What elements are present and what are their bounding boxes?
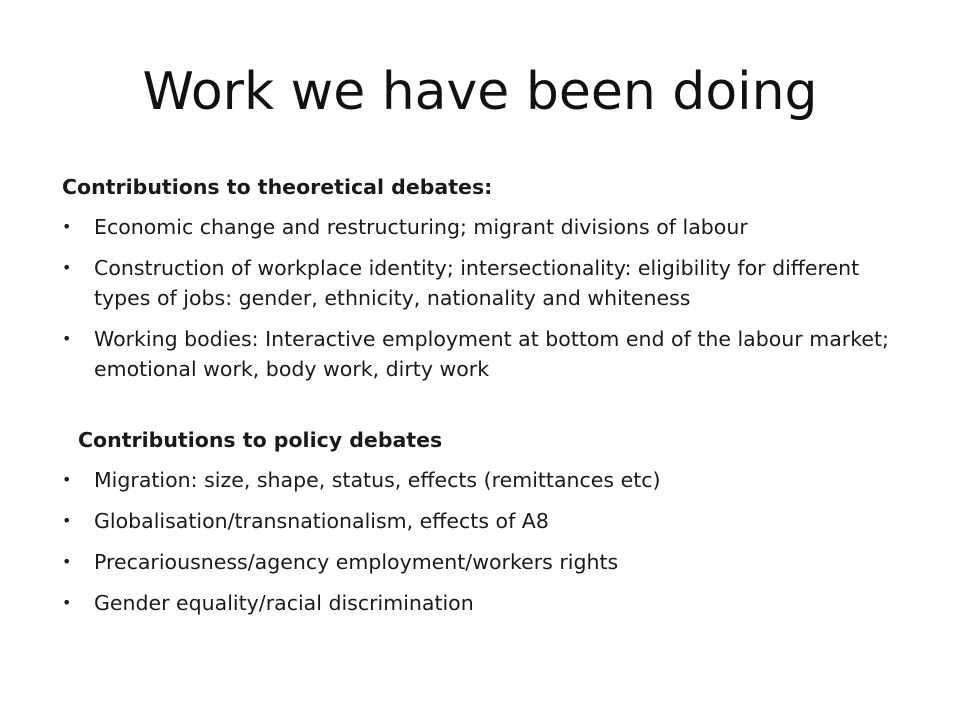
list-item [62,506,902,536]
bullet-text: Economic change and restructuring; migrant divisions of labour [94,215,748,239]
bullet-list-theoretical [62,212,902,384]
list-item [62,465,902,495]
bullet-text: Construction of workplace identity; intersectionality: eligibility for different types of jobs: gender, ethnicity, nationality and whiteness [94,256,860,310]
list-item [62,253,902,313]
list-item [62,212,902,242]
bullet-text: Gender equality/racial discrimination [94,591,474,615]
bullet-icon: • [62,511,72,530]
bullet-text: Precariousness/agency employment/workers rights [94,550,619,574]
list-item [62,588,902,618]
bullet-text: Globalisation/transnationalism, effects of A8 [94,509,549,533]
section-heading-policy: Contributions to policy debates [78,428,443,452]
slide-body [62,172,902,629]
bullet-icon: • [62,329,72,348]
section-heading-theoretical: Contributions to theoretical debates: [62,175,493,199]
bullet-icon: • [62,593,72,612]
slide-title: Work we have been doing [142,62,818,122]
bullet-icon: • [62,470,72,489]
bullet-icon: • [62,258,72,277]
bullet-icon: • [62,217,72,236]
list-item [62,324,902,384]
bullet-icon: • [62,552,72,571]
bullet-text: Working bodies: Interactive employment at bottom end of the labour market; emotional work, body work, dirty work [94,327,889,381]
bullet-text: Migration: size, shape, status, effects (remittances etc) [94,468,661,492]
bullet-list-policy [62,465,902,618]
list-item [62,547,902,577]
section-spacer [62,395,902,425]
